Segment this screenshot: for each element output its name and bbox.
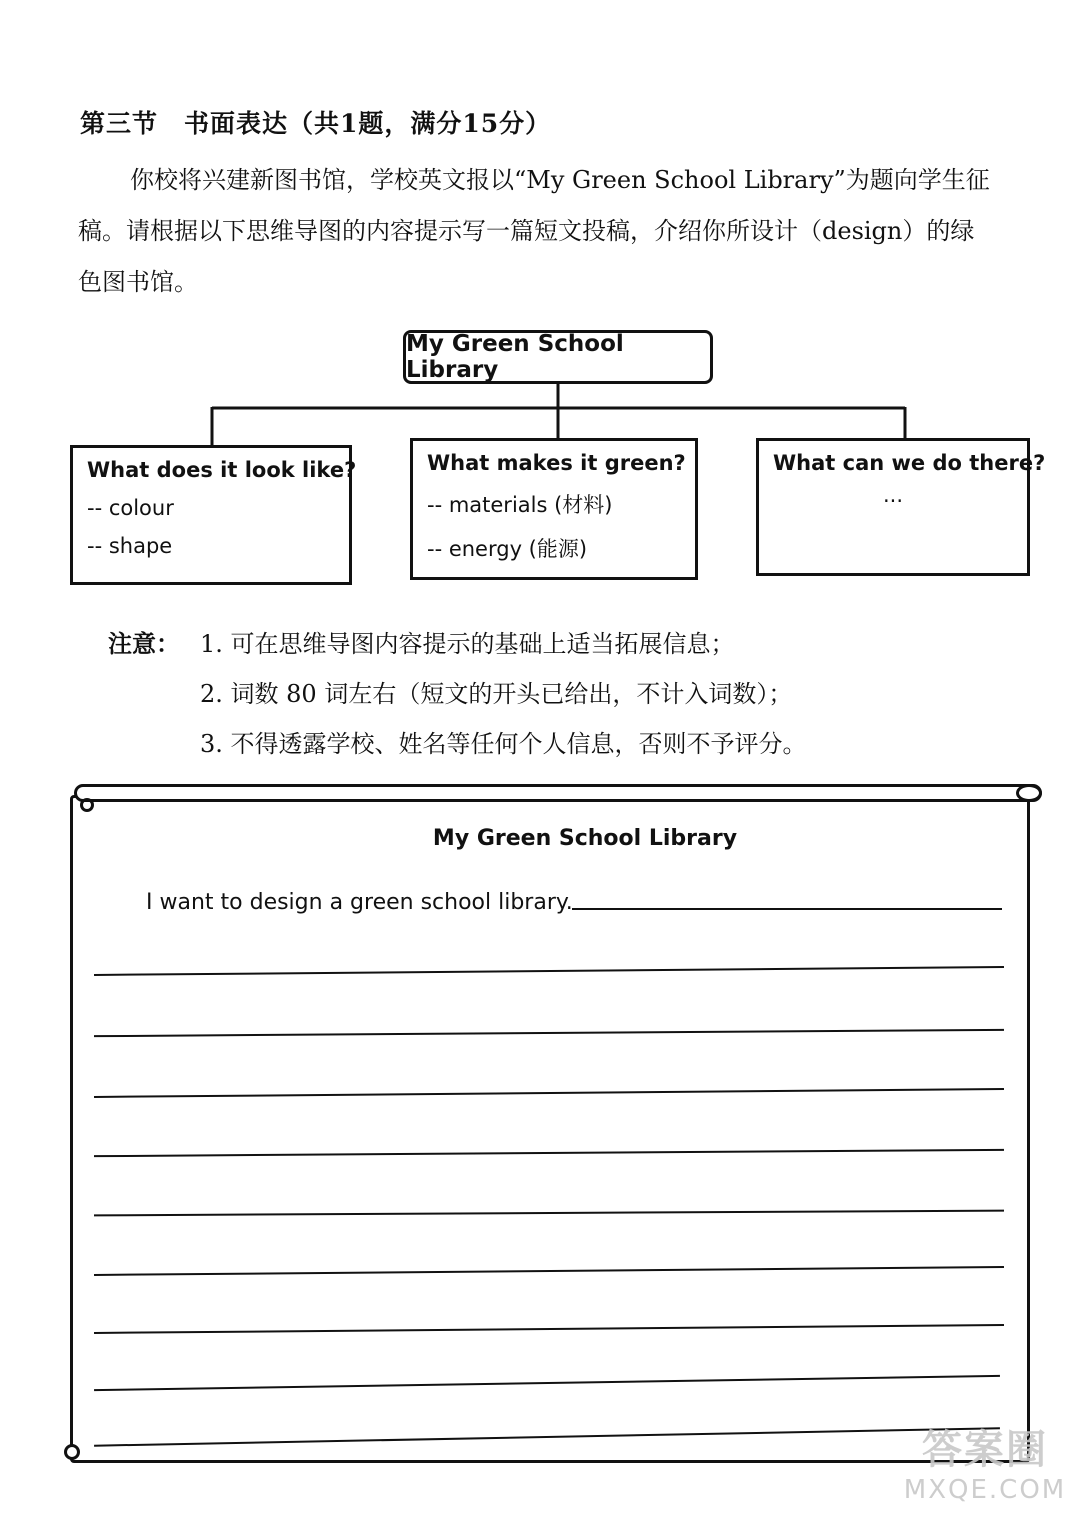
branch-item-shape: -- shape (87, 534, 173, 558)
branch-title: What makes it green? (427, 451, 686, 475)
instructions-line-2: 稿。请根据以下思维导图的内容提示写一篇短文投稿，介绍你所设计（design）的绿 (78, 217, 975, 245)
mind-map-branch-activities (756, 438, 1046, 576)
branch-item-materials: -- materials (材料) (427, 493, 613, 517)
scroll-right-curl (1016, 784, 1042, 802)
watermark-top: 答案圈 (922, 1427, 1048, 1473)
writing-title: My Green School Library (432, 826, 738, 851)
mind-map-branch-look (70, 445, 357, 585)
branch-title: What can we do there? (773, 451, 1046, 475)
section-title: 第三节 书面表达（共1题，满分15分） (80, 109, 552, 138)
writing-opening: I want to design a green school library. (146, 890, 573, 915)
instructions-line-3: 色图书馆。 (78, 268, 198, 296)
mind-map-root: My Green School Library (403, 330, 713, 384)
watermark-bottom: MXQE.COM (903, 1475, 1067, 1505)
answer-line[interactable] (572, 908, 1002, 910)
mind-map-branch-green (410, 438, 698, 580)
notes-label: 注意： (108, 629, 180, 658)
branch-item-energy: -- energy (能源) (427, 537, 588, 561)
branch-item-ellipsis: ... (882, 483, 904, 507)
scroll-bottom-curl (64, 1444, 80, 1460)
scroll-top-roll (74, 784, 1042, 802)
note-item-3: 3. 不得透露学校、姓名等任何个人信息，否则不予评分。 (200, 730, 807, 758)
note-item-2: 2. 词数 80 词左右（短文的开头已给出，不计入词数）； (200, 680, 793, 708)
branch-title: What does it look like? (87, 458, 357, 482)
note-item-1: 1. 可在思维导图内容提示的基础上适当拓展信息； (200, 630, 735, 658)
branch-item-colour: -- colour (87, 496, 174, 520)
instructions-line-1: 你校将兴建新图书馆，学校英文报以“My Green School Library”为题向学生征 (130, 166, 990, 194)
scroll-left-curl (80, 798, 94, 812)
watermark-logo (900, 1418, 1070, 1518)
